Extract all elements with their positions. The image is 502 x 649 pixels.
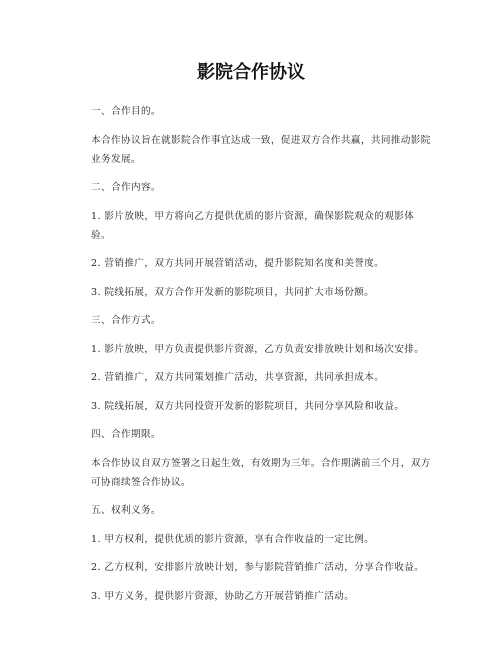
list-item: 3. 院线拓展，双方合作开发新的影院项目，共同扩大市场份额。	[91, 286, 375, 298]
list-item: 1. 甲方权利，提供优质的影片资源，享有合作收益的一定比例。	[91, 533, 375, 545]
list-item: 3. 甲方义务，提供影片资源，协助乙方开展营销推广活动。	[91, 590, 355, 602]
paragraph-purpose: 本合作协议旨在就影院合作事宜达成一致，促进双方合作共赢，共同推动影院业务发展。	[91, 134, 431, 165]
document-title: 影院合作协议	[197, 62, 305, 83]
document-body	[91, 102, 431, 615]
section-heading-method: 三、合作方式。	[91, 315, 161, 326]
section-heading-term: 四、合作期限。	[91, 429, 161, 440]
list-item: 3. 院线拓展，双方共同投资开发新的影院项目，共同分享风险和收益。	[91, 400, 405, 412]
list-item: 2. 营销推广，双方共同开展营销活动，提升影院知名度和美誉度。	[91, 258, 385, 269]
section-heading-content: 二、合作内容。	[91, 182, 161, 193]
list-item: 2. 营销推广，双方共同策划推广活动，共享资源，共同承担成本。	[91, 372, 385, 383]
section-heading-purpose: 一、合作目的。	[91, 106, 161, 117]
list-item: 1. 影片放映，甲方将向乙方提供优质的影片资源，确保影院观众的观影体验。	[91, 210, 415, 241]
section-heading-rights: 五、权利义务。	[91, 505, 161, 516]
list-item: 2. 乙方权利，安排影片放映计划，参与影院营销推广活动，分享合作收益。	[91, 562, 425, 573]
paragraph-term: 本合作协议自双方签署之日起生效，有效期为三年。合作期满前三个月，双方可协商续签合作协议。	[91, 457, 431, 488]
list-item: 1. 影片放映，甲方负责提供影片资源，乙方负责安排放映计划和场次安排。	[91, 343, 425, 355]
